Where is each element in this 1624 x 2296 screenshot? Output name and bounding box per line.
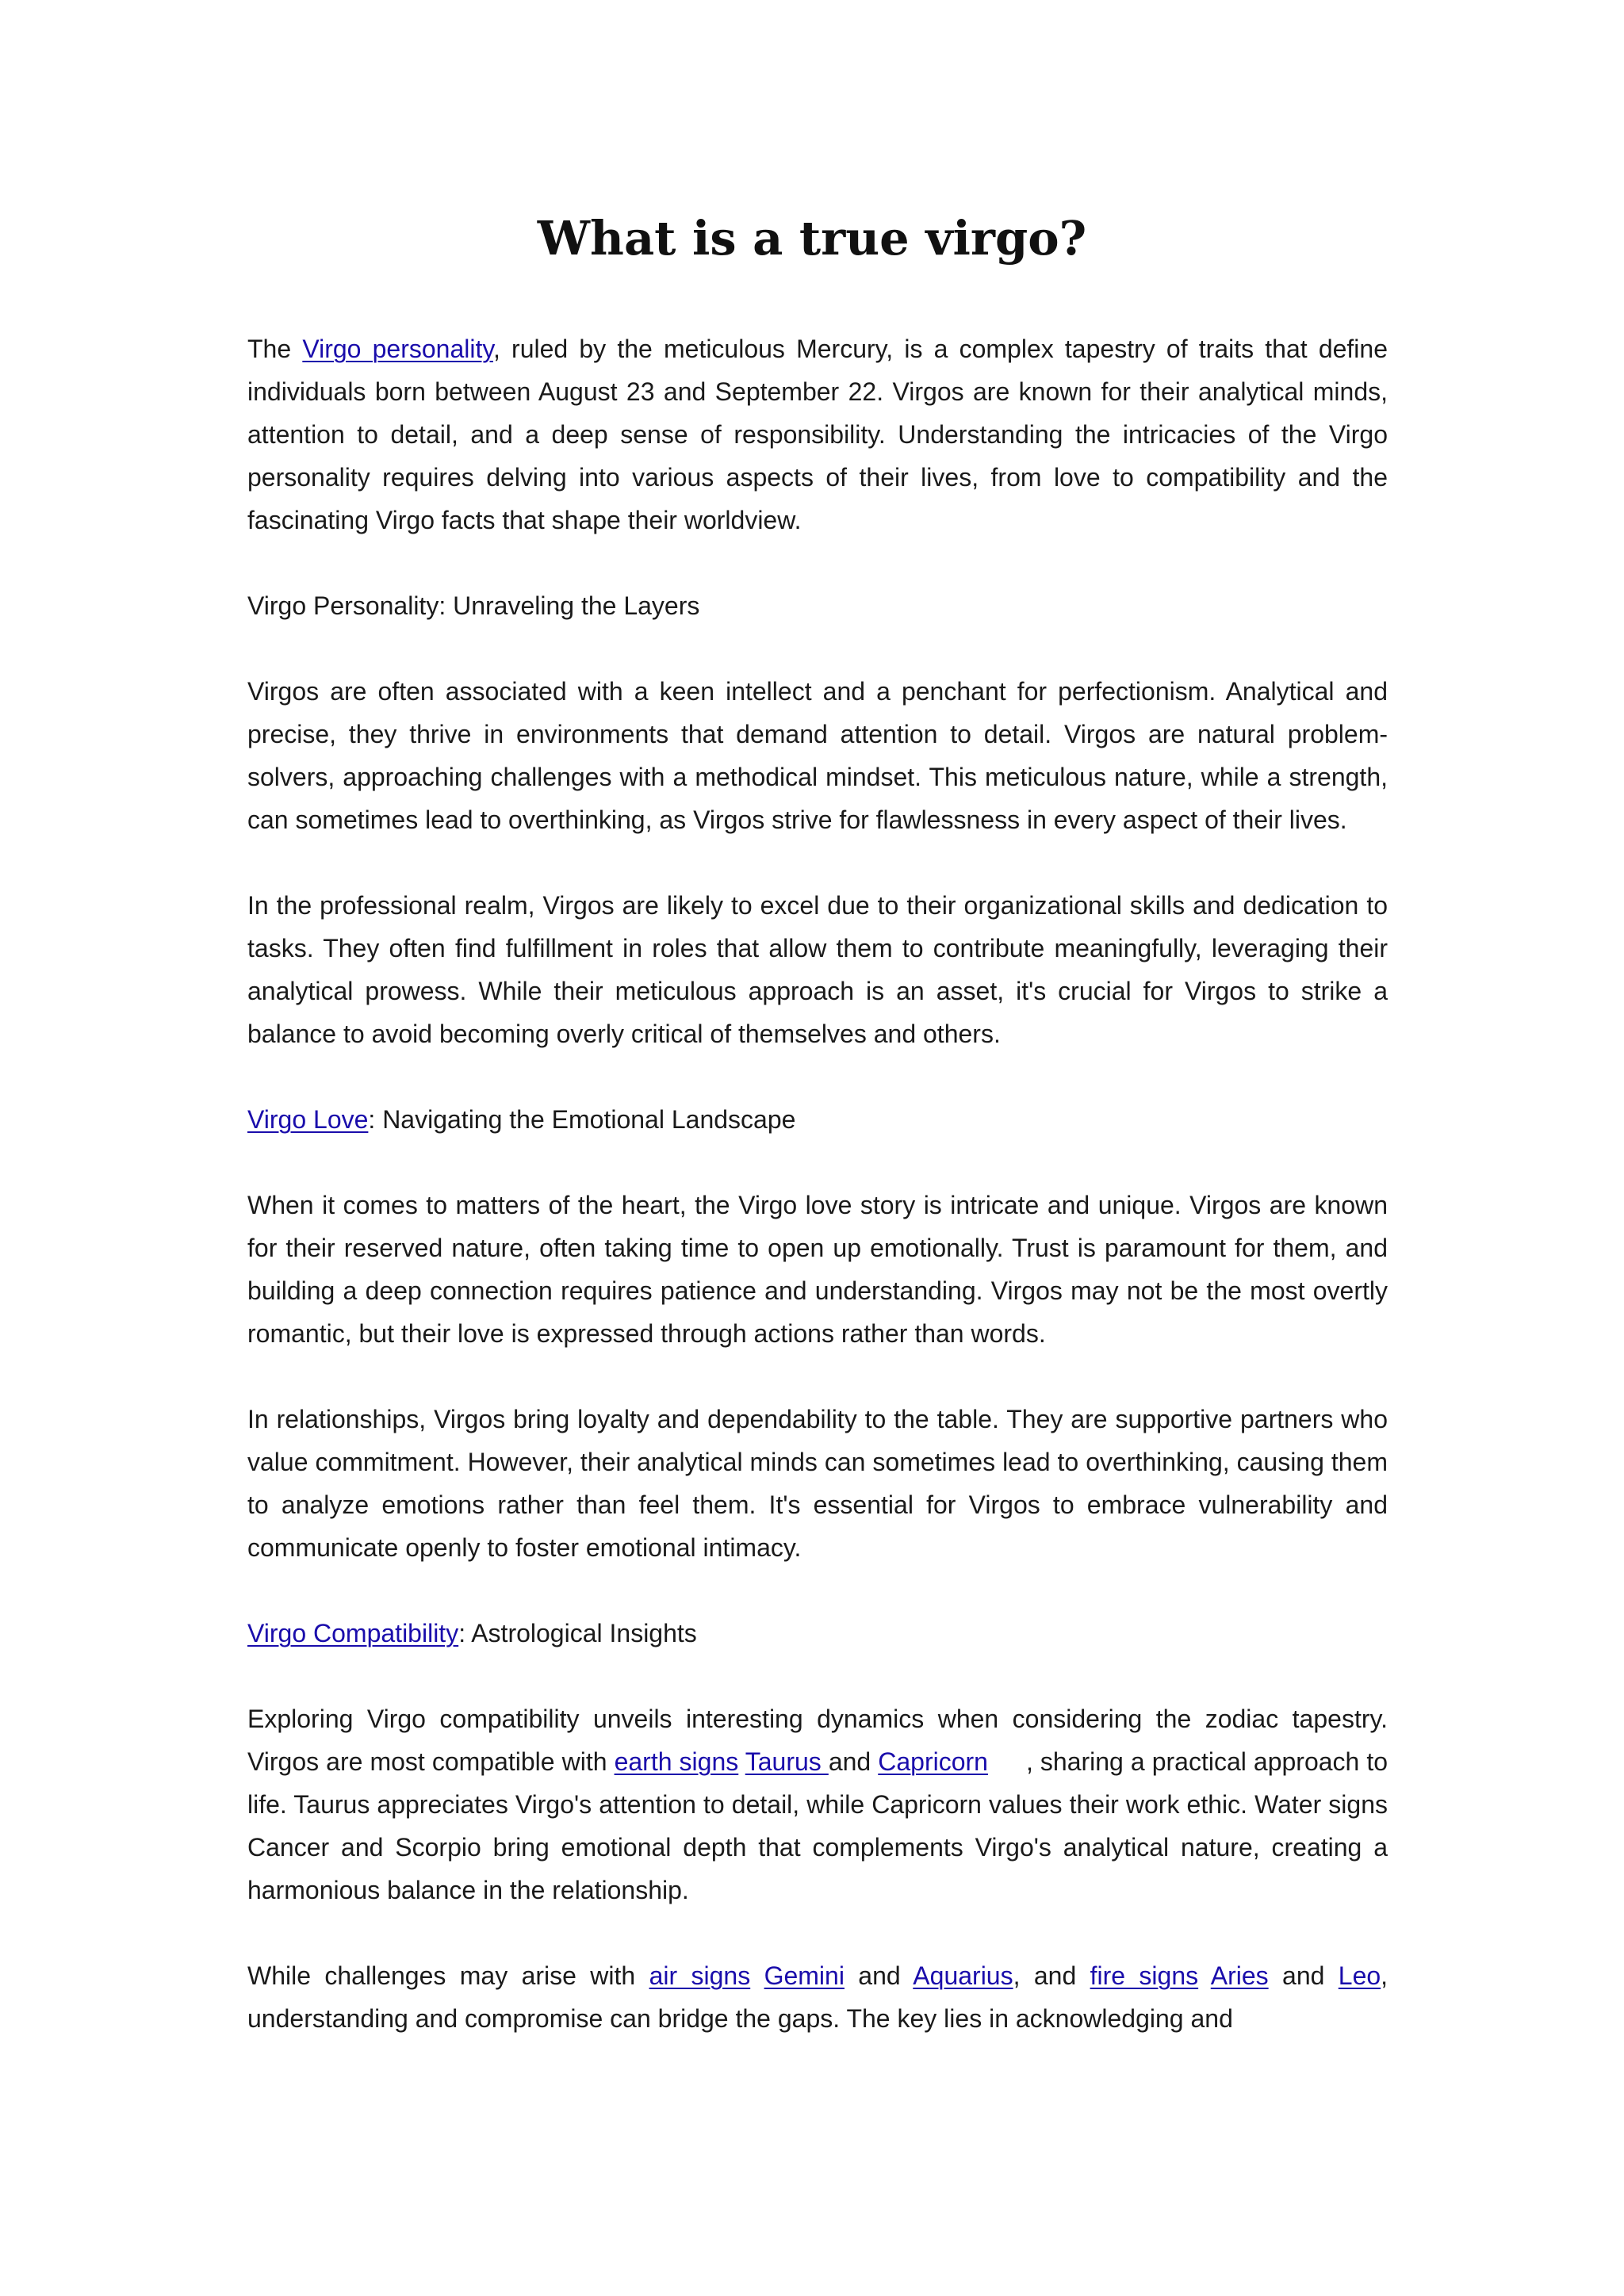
personality-paragraph-1: Virgos are often associated with a keen intellect and a penchant for perfectionism. Analytical and precise, they thrive in environments that demand attention to detail. Virgos are natural problem-solvers, approaching challenges with a methodical mindset. This meticulous nature, while a strength, can sometimes lead to overthinking, as Virgos strive for flawlessness in every aspect of their lives. — [247, 677, 1388, 834]
section-heading-personality: Virgo Personality: Unraveling the Layers — [247, 591, 700, 620]
capricorn-link[interactable]: Capricorn — [878, 1747, 988, 1776]
compatibility-paragraph-1 — [247, 1697, 1388, 1911]
love-paragraph-2: In relationships, Virgos bring loyalty and dependability to the table. They are supportive partners who value commitment. However, their analytical minds can sometimes lead to overthinking, causing them to analyze emotions rather than feel them. It's essential for Virgos to embrace vulnerability and communicate openly to foster emotional intimacy. — [247, 1405, 1388, 1562]
text-run: and — [828, 1747, 879, 1776]
text-run: While challenges may arise with — [247, 1961, 649, 1990]
aquarius-link[interactable]: Aquarius — [913, 1961, 1013, 1990]
fire-signs-link[interactable]: fire signs — [1090, 1961, 1199, 1990]
text-run: Exploring Virgo compatibility unveils interesting dynamics when considering the zodiac tapestry. Virgos are most compatible with — [247, 1705, 1388, 1776]
virgo-love-link[interactable]: Virgo Love — [247, 1105, 369, 1134]
intro-paragraph — [247, 327, 1388, 541]
aries-link[interactable]: Aries — [1210, 1961, 1269, 1990]
air-signs-link[interactable]: air signs — [649, 1961, 751, 1990]
leo-link[interactable]: Leo — [1338, 1961, 1381, 1990]
heading-text: : Astrological Insights — [458, 1619, 697, 1647]
text-run: , sharing a practical approach to life. Taurus appreciates Virgo's attention to detail, while Capricorn values their work ethic. Water signs Cancer and Scorpio bring emotional depth that complements Virgo's analytical nature, creating a harmonious balance in the relationship. — [247, 1747, 1388, 1904]
heading-text: : Navigating the Emotional Landscape — [368, 1105, 796, 1134]
virgo-personality-link[interactable]: Virgo personality — [302, 335, 493, 363]
gemini-link[interactable]: Gemini — [764, 1961, 845, 1990]
text-run: and — [844, 1961, 914, 1990]
text-run: , ruled by the meticulous Mercury, is a complex tapestry of traits that define individuals born between August 23 and September 22. Virgos are known for their analytical minds, attention to detail, and a deep sense of responsibility. Understanding the intricacies of the Virgo personality requires delving into various aspects of their lives, from love to compatibility and the fascinating Virgo facts that shape their worldview. — [247, 335, 1388, 534]
section-heading-compatibility — [247, 1612, 1388, 1655]
page-title: What is a true virgo? — [537, 211, 1087, 266]
text-run: and — [1268, 1961, 1339, 1990]
text-run: , and — [1013, 1961, 1090, 1990]
section-heading-love — [247, 1098, 1388, 1141]
taurus-link[interactable]: Taurus — [745, 1747, 829, 1776]
compatibility-paragraph-2 — [247, 1954, 1388, 2040]
virgo-compatibility-link[interactable]: Virgo Compatibility — [247, 1619, 459, 1647]
text-run: , understanding and compromise can bridge the gaps. The key lies in acknowledging and — [247, 1961, 1388, 2033]
earth-signs-link[interactable]: earth signs — [614, 1747, 739, 1776]
personality-paragraph-2: In the professional realm, Virgos are likely to excel due to their organizational skills and dedication to tasks. They often find fulfillment in roles that allow them to contribute meaningfully, leveraging their analytical prowess. While their meticulous approach is an asset, it's crucial for Virgos to strike a balance to avoid becoming overly critical of themselves and others. — [247, 891, 1388, 1048]
love-paragraph-1: When it comes to matters of the heart, the Virgo love story is intricate and unique. Virgos are known for their reserved nature, often taking time to open up emotionally. Trust is paramount for them, and building a deep connection requires patience and understanding. Virgos may not be the most overtly romantic, but their love is expressed through actions rather than words. — [247, 1191, 1388, 1348]
text-run: The — [247, 335, 303, 363]
article-body — [247, 327, 1388, 2083]
